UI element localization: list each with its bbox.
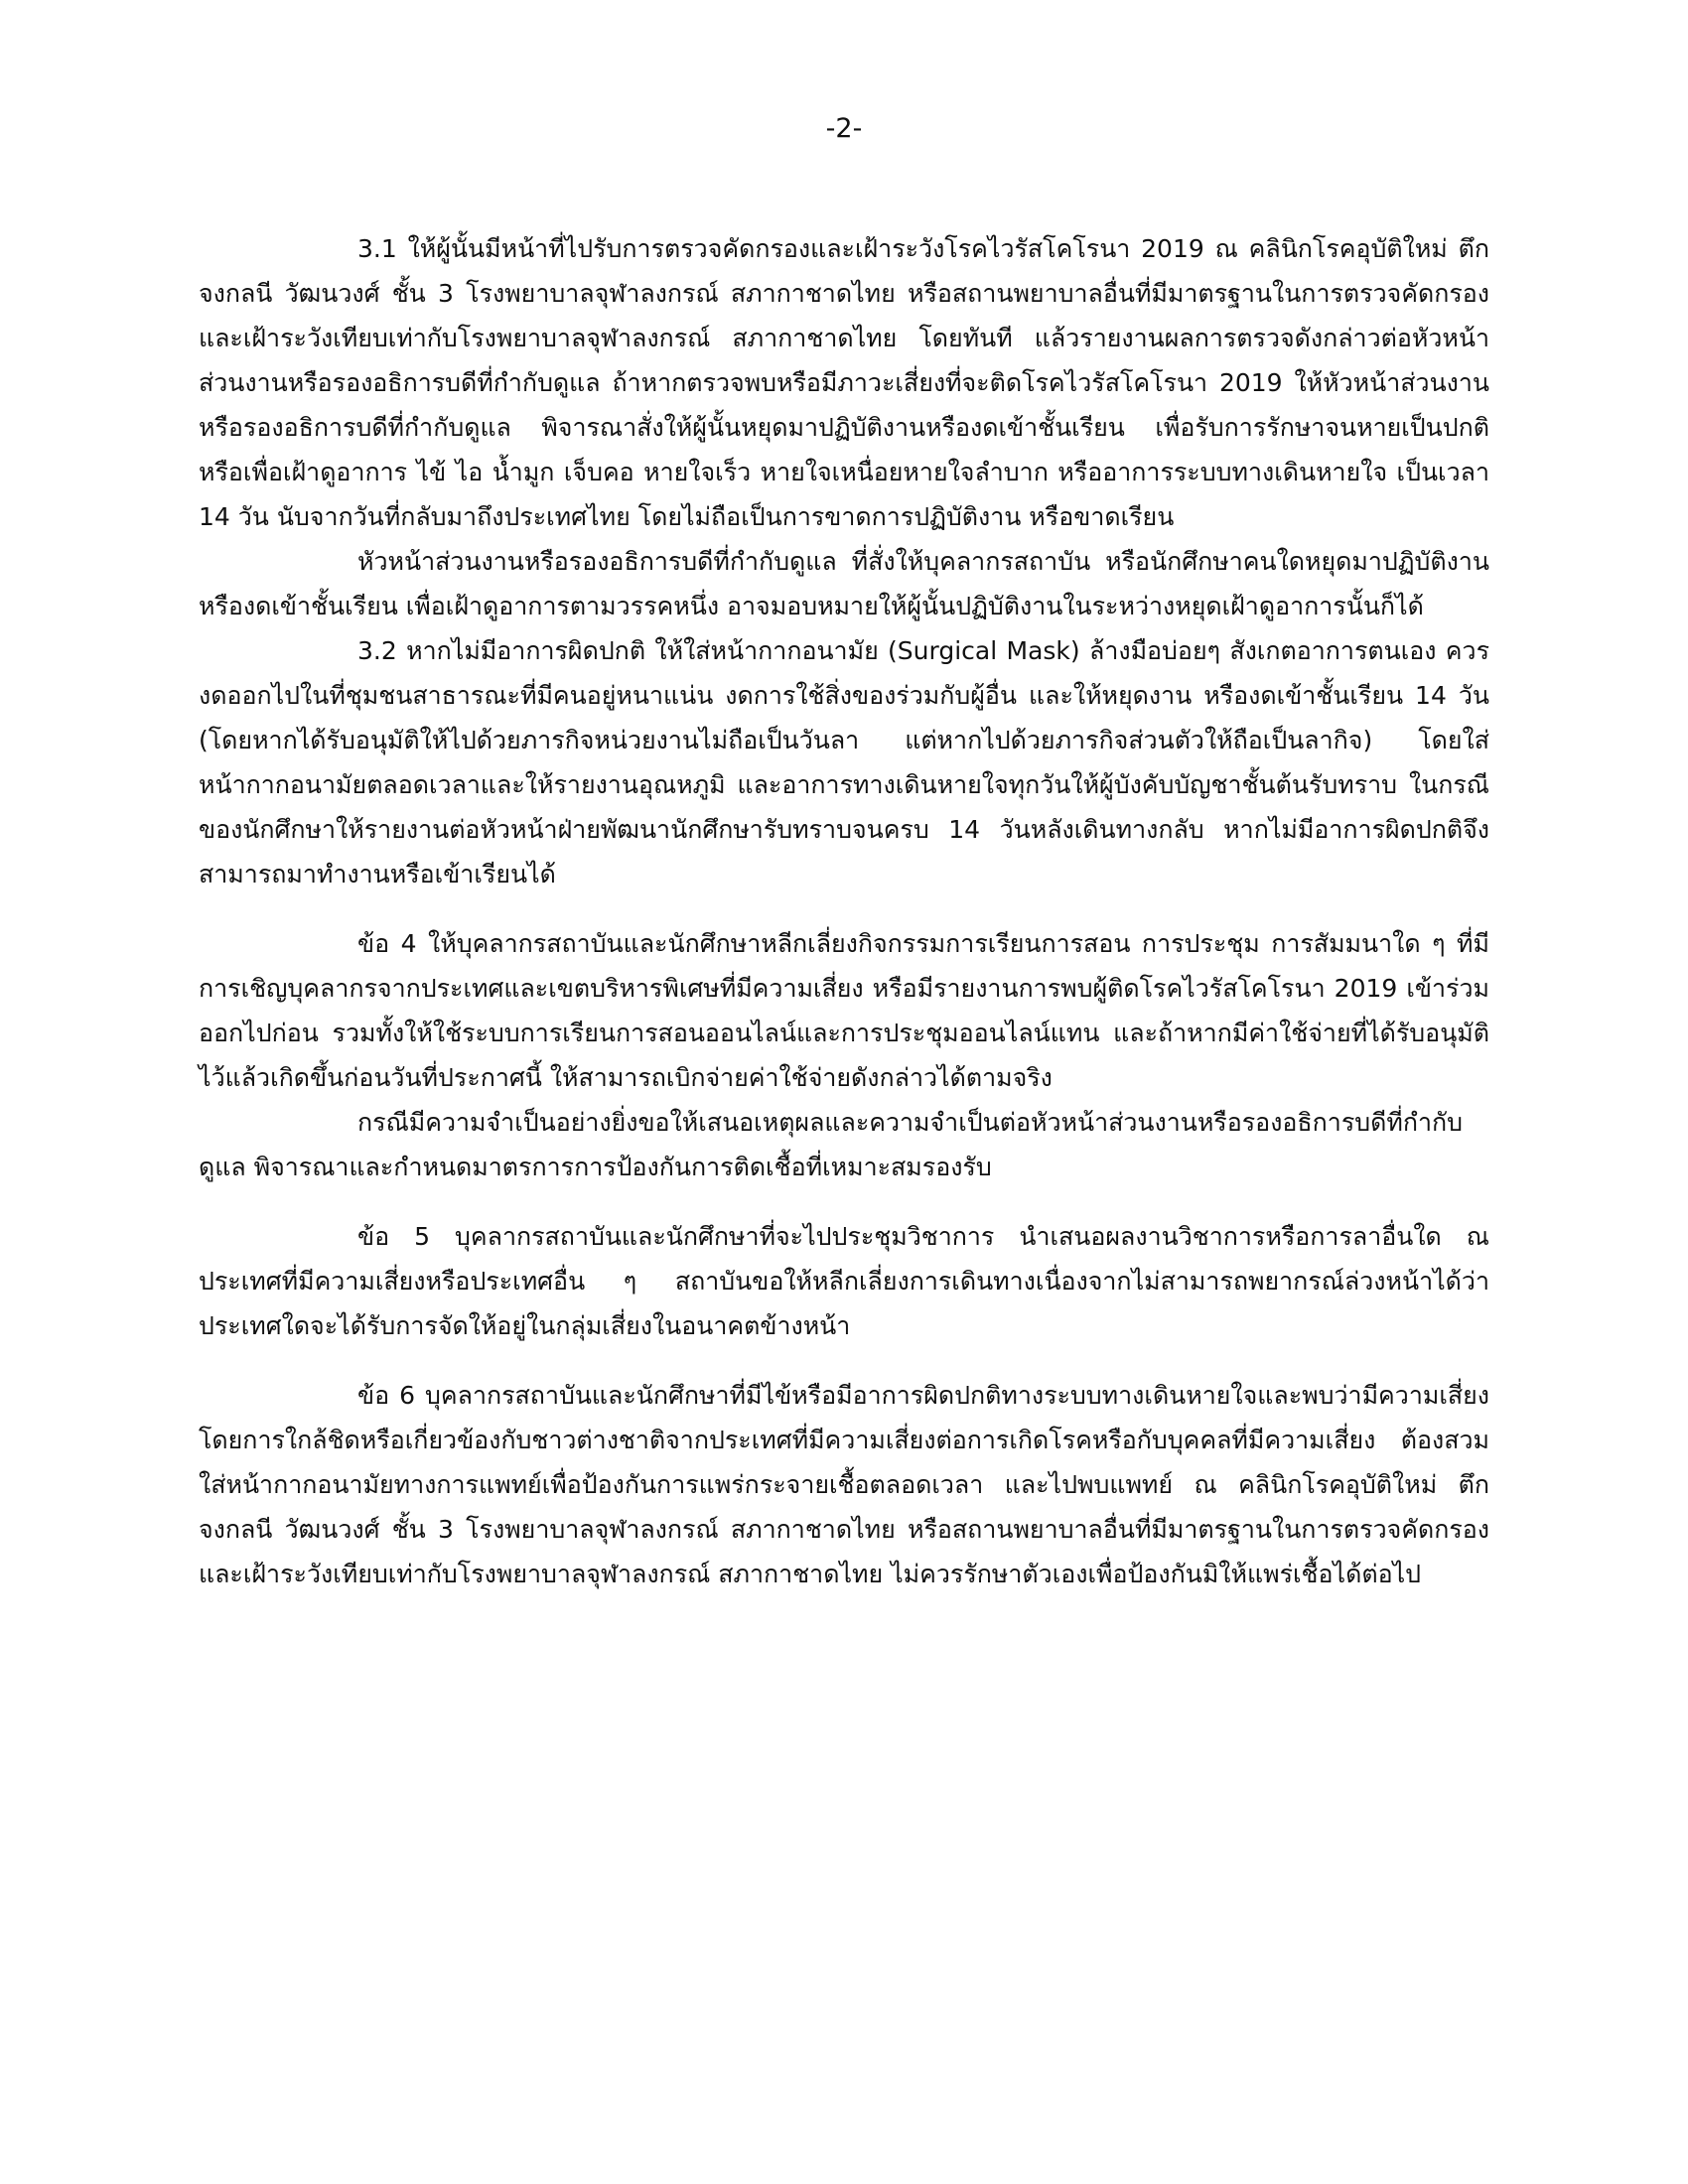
paragraph-clause-6: ข้อ 6 บุคลากรสถาบันและนักศึกษาที่มีไข้หรือมีอาการผิดปกติทางระบบทางเดินหายใจและพบว่ามีความเสี่ยงโดยการใกล้ชิดหรือเกี่ยวข้องกับชาวต่างชาติจากประเทศที่มีความเสี่ยงต่อการเกิดโรคหรือกับบุคคลที่มีความเสี่ยง ต้องสวมใส่หน้ากากอนามัยทางการแพทย์เพื่อป้องกันการแพร่กระจายเชื้อตลอดเวลา และไปพบแพทย์ ณ คลินิกโรคอุบัติใหม่ ตึกจงกลนี วัฒนวงศ์ ชั้น 3 โรงพยาบาลจุฬาลงกรณ์ สภากาชาดไทย หรือสถานพยาบาลอื่นที่มีมาตรฐานในการตรวจคัดกรองและเฝ้าระวังเทียบเท่ากับโรงพยาบาลจุฬาลงกรณ์ สภากาชาดไทย ไม่ควรรักษาตัวเองเพื่อป้องกันมิให้แพร่เชื้อได้ต่อไป (199, 1381, 1489, 1588)
paragraph-3-1-supervisor-note: หัวหน้าส่วนงานหรือรองอธิการบดีที่กำกับดูแล ที่สั่งให้บุคลากรสถาบัน หรือนักศึกษาคนใดหยุดมาปฏิบัติงานหรืองดเข้าชั้นเรียน เพื่อเฝ้าดูอาการตามวรรคหนึ่ง อาจมอบหมายให้ผู้นั้นปฏิบัติงานในระหว่างหยุดเฝ้าดูอาการนั้นก็ได้ (199, 547, 1489, 620)
paragraph-clause-5: ข้อ 5 บุคลากรสถาบันและนักศึกษาที่จะไปประชุมวิชาการ นำเสนอผลงานวิชาการหรือการลาอื่นใด ณ ประเทศที่มีความเสี่ยงหรือประเทศอื่น ๆ สถาบันขอให้หลีกเลี่ยงการเดินทางเนื่องจากไม่สามารถพยากรณ์ล่วงหน้าได้ว่าประเทศใดจะได้รับการจัดให้อยู่ในกลุ่มเสี่ยงในอนาคตข้างหน้า (199, 1222, 1489, 1340)
paragraph-clause-4-exception: กรณีมีความจำเป็นอย่างยิ่งขอให้เสนอเหตุผลและความจำเป็นต่อหัวหน้าส่วนงานหรือรองอธิการบดีที่กำกับดูแล พิจารณาและกำหนดมาตรการการป้องกันการติดเชื้อที่เหมาะสมรองรับ (199, 1108, 1464, 1181)
paragraph-clause-4: ข้อ 4 ให้บุคลากรสถาบันและนักศึกษาหลีกเลี่ยงกิจกรรมการเรียนการสอน การประชุม การสัมมนาใด ๆ ที่มีการเชิญบุคลากรจากประเทศและเขตบริหารพิเศษที่มีความเสี่ยง หรือมีรายงานการพบผู้ติดโรคไวรัสโคโรนา 2019 เข้าร่วมออกไปก่อน รวมทั้งให้ใช้ระบบการเรียนการสอนออนไลน์และการประชุมออนไลน์แทน และถ้าหากมีค่าใช้จ่ายที่ได้รับอนุมัติไว้แล้วเกิดขึ้นก่อนวันที่ประกาศนี้ ให้สามารถเบิกจ่ายค่าใช้จ่ายดังกล่าวได้ตามจริง (199, 929, 1489, 1092)
page-number: -2- (825, 113, 863, 144)
paragraph-3-1: 3.1 ให้ผู้นั้นมีหน้าที่ไปรับการตรวจคัดกรองและเฝ้าระวังโรคไวรัสโคโรนา 2019 ณ คลินิกโรคอุบัติใหม่ ตึกจงกลนี วัฒนวงศ์ ชั้น 3 โรงพยาบาลจุฬาลงกรณ์ สภากาชาดไทย หรือสถานพยาบาลอื่นที่มีมาตรฐานในการตรวจคัดกรองและเฝ้าระวังเทียบเท่ากับโรงพยาบาลจุฬาลงกรณ์ สภากาชาดไทย โดยทันที แล้วรายงานผลการตรวจดังกล่าวต่อหัวหน้าส่วนงานหรือรองอธิการบดีที่กำกับดูแล ถ้าหากตรวจพบหรือมีภาวะเสี่ยงที่จะติดโรคไวรัสโคโรนา 2019 ให้หัวหน้าส่วนงานหรือรองอธิการบดีที่กำกับดูแล พิจารณาสั่งให้ผู้นั้นหยุดมาปฏิบัติงานหรืองดเข้าชั้นเรียน เพื่อรับการรักษาจนหายเป็นปกติ หรือเพื่อเฝ้าดูอาการ ไข้ ไอ น้ำมูก เจ็บคอ หายใจเร็ว หายใจเหนื่อยหายใจลำบาก หรืออาการระบบทางเดินหายใจ เป็นเวลา 14 วัน นับจากวันที่กลับมาถึงประเทศไทย โดยไม่ถือเป็นการขาดการปฏิบัติงาน หรือขาดเรียน (199, 234, 1489, 531)
paragraph-3-2: 3.2 หากไม่มีอาการผิดปกติ ให้ใส่หน้ากากอนามัย (Surgical Mask) ล้างมือบ่อยๆ สังเกตอาการตนเอง ควรงดออกไปในที่ชุมชนสาธารณะที่มีคนอยู่หนาแน่น งดการใช้สิ่งของร่วมกับผู้อื่น และให้หยุดงาน หรืองดเข้าชั้นเรียน 14 วัน (โดยหากได้รับอนุมัติให้ไปด้วยภารกิจหน่วยงานไม่ถือเป็นวันลา แต่หากไปด้วยภารกิจส่วนตัวให้ถือเป็นลากิจ) โดยใส่หน้ากากอนามัยตลอดเวลาและให้รายงานอุณหภูมิ และอาการทางเดินหายใจทุกวันให้ผู้บังคับบัญชาชั้นต้นรับทราบ ในกรณีของนักศึกษาให้รายงานต่อหัวหน้าฝ่ายพัฒนานักศึกษารับทราบจนครบ 14 วันหลังเดินทางกลับ หากไม่มีอาการผิดปกติจึงสามารถมาทำงานหรือเข้าเรียนได้ (199, 636, 1489, 888)
document-body (199, 226, 1489, 1596)
